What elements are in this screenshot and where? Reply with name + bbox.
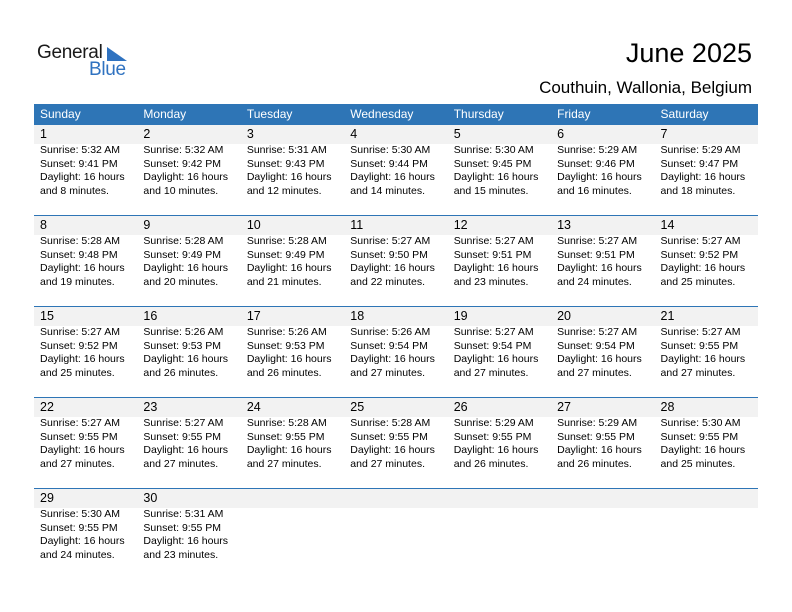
day-number: 24 [246, 400, 261, 414]
day-sunrise: Sunrise: 5:30 AM [40, 508, 120, 520]
day-cell [344, 398, 447, 471]
day-cell [241, 398, 344, 471]
day-sunrise: Sunrise: 5:27 AM [143, 417, 224, 429]
day-number: 27 [557, 400, 572, 414]
day-sunrise: Sunrise: 5:27 AM [350, 235, 431, 247]
day-daylight1: Daylight: 16 hours [246, 444, 332, 456]
day-daylight2: and 24 minutes. [40, 548, 115, 561]
day-daylight2: and 16 minutes. [557, 184, 632, 197]
day-daylight1: Daylight: 16 hours [350, 444, 435, 456]
day-daylight2: and 23 minutes. [453, 275, 529, 288]
day-daylight2: and 8 minutes. [40, 184, 109, 197]
day-daylight1: Daylight: 16 hours [143, 535, 229, 547]
day-sunrise: Sunrise: 5:30 AM [350, 144, 431, 156]
logo-blue-text: Blue [89, 59, 126, 80]
day-sunset: Sunset: 9:55 PM [143, 521, 222, 534]
day-sunset: Sunset: 9:45 PM [453, 157, 532, 170]
day-daylight1: Daylight: 16 hours [350, 262, 435, 274]
week-row [34, 397, 758, 488]
day-sunrise: Sunrise: 5:30 AM [660, 417, 741, 429]
day-cell [448, 307, 551, 380]
day-number: 8 [40, 218, 47, 232]
day-daylight2: and 20 minutes. [143, 275, 219, 288]
week-days [34, 216, 758, 289]
calendar [34, 104, 758, 579]
day-cell [551, 307, 654, 380]
day-daylight2: and 27 minutes. [453, 366, 529, 379]
day-sunset: Sunset: 9:49 PM [143, 248, 222, 261]
day-cell [34, 307, 137, 380]
day-daylight1: Daylight: 16 hours [40, 535, 125, 547]
week-row [34, 125, 758, 215]
day-cell [344, 125, 447, 198]
day-sunset: Sunset: 9:55 PM [40, 521, 118, 534]
day-cell [34, 489, 137, 562]
day-sunrise: Sunrise: 5:29 AM [557, 417, 638, 429]
day-daylight2: and 21 minutes. [246, 275, 322, 288]
day-sunrise: Sunrise: 5:31 AM [246, 144, 327, 156]
day-number: 28 [660, 400, 675, 414]
day-daylight2: and 27 minutes. [246, 457, 322, 470]
day-number: 18 [350, 309, 365, 323]
day-daylight2: and 26 minutes. [557, 457, 632, 470]
day-number: 1 [40, 127, 47, 141]
day-daylight2: and 27 minutes. [350, 366, 425, 379]
day-cell [655, 307, 758, 380]
day-daylight1: Daylight: 16 hours [660, 353, 746, 365]
day-daylight1: Daylight: 16 hours [453, 444, 539, 456]
day-daylight1: Daylight: 16 hours [453, 353, 539, 365]
day-daylight1: Daylight: 16 hours [40, 444, 125, 456]
day-daylight2: and 26 minutes. [453, 457, 529, 470]
day-number: 9 [143, 218, 151, 232]
day-number: 4 [350, 127, 358, 141]
day-number: 6 [557, 127, 565, 141]
day-daylight1: Daylight: 16 hours [660, 444, 746, 456]
day-daylight2: and 15 minutes. [453, 184, 529, 197]
day-number: 12 [453, 218, 468, 232]
day-number: 10 [246, 218, 261, 232]
day-sunrise: Sunrise: 5:26 AM [246, 326, 327, 338]
day-daylight2: and 14 minutes. [350, 184, 425, 197]
day-cell [344, 216, 447, 289]
day-sunrise: Sunrise: 5:28 AM [40, 235, 120, 247]
day-daylight1: Daylight: 16 hours [40, 171, 125, 183]
week-row [34, 488, 758, 579]
day-daylight1: Daylight: 16 hours [557, 171, 642, 183]
day-cell [241, 216, 344, 289]
day-daylight2: and 25 minutes. [40, 366, 115, 379]
day-sunset: Sunset: 9:55 PM [557, 430, 635, 443]
day-daylight2: and 25 minutes. [660, 457, 736, 470]
day-daylight2: and 22 minutes. [350, 275, 425, 288]
day-daylight1: Daylight: 16 hours [557, 444, 642, 456]
weekday-sunday: Sunday [40, 107, 81, 121]
day-number: 25 [350, 400, 365, 414]
day-cell [137, 398, 240, 471]
day-sunset: Sunset: 9:48 PM [40, 248, 118, 261]
day-cell [137, 489, 240, 562]
day-sunset: Sunset: 9:41 PM [40, 157, 118, 170]
weekday-wednesday: Wednesday [350, 107, 414, 121]
day-cell [551, 398, 654, 471]
day-sunset: Sunset: 9:52 PM [40, 339, 118, 352]
day-number: 5 [453, 127, 461, 141]
day-number: 30 [143, 491, 158, 505]
day-daylight1: Daylight: 16 hours [143, 353, 229, 365]
weekday-thursday: Thursday [453, 107, 504, 121]
day-sunrise: Sunrise: 5:28 AM [143, 235, 224, 247]
day-number: 2 [143, 127, 151, 141]
day-cell [448, 398, 551, 471]
day-daylight2: and 27 minutes. [350, 457, 425, 470]
day-daylight2: and 25 minutes. [660, 275, 736, 288]
day-daylight1: Daylight: 16 hours [660, 171, 746, 183]
day-sunrise: Sunrise: 5:29 AM [453, 417, 534, 429]
week-days [34, 125, 758, 198]
day-number: 3 [246, 127, 254, 141]
week-days [34, 307, 758, 380]
day-sunset: Sunset: 9:51 PM [453, 248, 532, 261]
day-cell [137, 307, 240, 380]
day-cell [34, 125, 137, 198]
day-daylight1: Daylight: 16 hours [453, 171, 539, 183]
day-daylight1: Daylight: 16 hours [557, 262, 642, 274]
day-number: 29 [40, 491, 54, 505]
day-cell [655, 125, 758, 198]
weekday-tuesday: Tuesday [246, 107, 293, 121]
day-daylight2: and 26 minutes. [246, 366, 322, 379]
day-sunset: Sunset: 9:54 PM [350, 339, 428, 352]
page-title: June 2025 [625, 38, 752, 68]
weekday-header [34, 104, 758, 125]
day-daylight2: and 27 minutes. [660, 366, 736, 379]
day-daylight1: Daylight: 16 hours [143, 171, 229, 183]
day-sunset: Sunset: 9:49 PM [246, 248, 325, 261]
week-days [34, 398, 758, 471]
day-number: 17 [246, 309, 261, 323]
day-daylight1: Daylight: 16 hours [246, 262, 332, 274]
day-daylight2: and 26 minutes. [143, 366, 219, 379]
day-sunset: Sunset: 9:55 PM [350, 430, 428, 443]
weekday-saturday: Saturday [660, 107, 709, 121]
day-daylight1: Daylight: 16 hours [246, 171, 332, 183]
day-cell [241, 307, 344, 380]
day-daylight2: and 23 minutes. [143, 548, 219, 561]
day-number: 19 [453, 309, 468, 323]
day-sunset: Sunset: 9:42 PM [143, 157, 222, 170]
day-sunset: Sunset: 9:51 PM [557, 248, 635, 261]
day-cell [34, 216, 137, 289]
day-daylight2: and 27 minutes. [143, 457, 219, 470]
day-number: 16 [143, 309, 158, 323]
day-sunset: Sunset: 9:55 PM [660, 339, 739, 352]
day-sunrise: Sunrise: 5:27 AM [557, 235, 638, 247]
day-sunrise: Sunrise: 5:28 AM [246, 417, 327, 429]
day-daylight2: and 10 minutes. [143, 184, 219, 197]
week-row [34, 306, 758, 397]
day-sunrise: Sunrise: 5:27 AM [453, 326, 534, 338]
day-sunset: Sunset: 9:55 PM [40, 430, 118, 443]
day-sunrise: Sunrise: 5:30 AM [453, 144, 534, 156]
day-daylight2: and 27 minutes. [557, 366, 632, 379]
day-sunset: Sunset: 9:47 PM [660, 157, 739, 170]
day-daylight1: Daylight: 16 hours [453, 262, 539, 274]
day-sunrise: Sunrise: 5:32 AM [40, 144, 120, 156]
day-sunrise: Sunrise: 5:27 AM [660, 235, 741, 247]
day-cell [344, 307, 447, 380]
week-days [34, 489, 758, 562]
day-cell [551, 216, 654, 289]
day-sunset: Sunset: 9:54 PM [557, 339, 635, 352]
day-sunrise: Sunrise: 5:26 AM [143, 326, 224, 338]
day-sunset: Sunset: 9:55 PM [660, 430, 739, 443]
day-daylight1: Daylight: 16 hours [143, 444, 229, 456]
day-number: 21 [660, 309, 675, 323]
day-cell [241, 125, 344, 198]
day-number: 22 [40, 400, 54, 414]
logo [37, 42, 137, 82]
day-daylight1: Daylight: 16 hours [557, 353, 642, 365]
day-sunrise: Sunrise: 5:29 AM [660, 144, 741, 156]
day-daylight2: and 18 minutes. [660, 184, 736, 197]
day-sunrise: Sunrise: 5:27 AM [453, 235, 534, 247]
day-sunset: Sunset: 9:50 PM [350, 248, 428, 261]
day-cell [655, 216, 758, 289]
day-number: 13 [557, 218, 572, 232]
day-cell [448, 216, 551, 289]
day-sunset: Sunset: 9:55 PM [453, 430, 532, 443]
day-sunset: Sunset: 9:46 PM [557, 157, 635, 170]
day-number: 15 [40, 309, 54, 323]
day-sunset: Sunset: 9:54 PM [453, 339, 532, 352]
day-sunrise: Sunrise: 5:32 AM [143, 144, 224, 156]
day-sunrise: Sunrise: 5:27 AM [557, 326, 638, 338]
week-row [34, 215, 758, 306]
day-cell [137, 216, 240, 289]
day-sunset: Sunset: 9:55 PM [143, 430, 222, 443]
day-number: 11 [350, 218, 364, 232]
day-number: 14 [660, 218, 675, 232]
calendar-weeks [34, 125, 758, 579]
day-daylight1: Daylight: 16 hours [350, 171, 435, 183]
day-daylight2: and 19 minutes. [40, 275, 115, 288]
logo-general-text: General [37, 42, 103, 63]
day-daylight1: Daylight: 16 hours [40, 262, 125, 274]
day-daylight2: and 27 minutes. [40, 457, 115, 470]
day-daylight1: Daylight: 16 hours [246, 353, 332, 365]
day-sunrise: Sunrise: 5:31 AM [143, 508, 224, 520]
day-sunrise: Sunrise: 5:27 AM [660, 326, 741, 338]
day-daylight2: and 24 minutes. [557, 275, 632, 288]
day-daylight1: Daylight: 16 hours [350, 353, 435, 365]
day-number: 23 [143, 400, 158, 414]
day-cell [34, 398, 137, 471]
day-cell [137, 125, 240, 198]
day-sunset: Sunset: 9:44 PM [350, 157, 428, 170]
day-daylight1: Daylight: 16 hours [40, 353, 125, 365]
location-subtitle: Couthuin, Wallonia, Belgium [539, 78, 752, 97]
day-sunset: Sunset: 9:53 PM [143, 339, 222, 352]
day-sunrise: Sunrise: 5:29 AM [557, 144, 638, 156]
day-daylight1: Daylight: 16 hours [660, 262, 746, 274]
weekday-monday: Monday [143, 107, 187, 121]
day-sunset: Sunset: 9:52 PM [660, 248, 739, 261]
day-sunset: Sunset: 9:43 PM [246, 157, 325, 170]
day-sunset: Sunset: 9:53 PM [246, 339, 325, 352]
day-sunrise: Sunrise: 5:27 AM [40, 326, 120, 338]
day-number: 26 [453, 400, 468, 414]
day-number: 20 [557, 309, 572, 323]
day-number: 7 [660, 127, 668, 141]
day-sunrise: Sunrise: 5:28 AM [246, 235, 327, 247]
day-sunrise: Sunrise: 5:26 AM [350, 326, 431, 338]
day-cell [655, 398, 758, 471]
day-cell [448, 125, 551, 198]
weekday-friday: Friday [557, 107, 591, 121]
day-sunset: Sunset: 9:55 PM [246, 430, 325, 443]
day-sunrise: Sunrise: 5:28 AM [350, 417, 431, 429]
day-sunrise: Sunrise: 5:27 AM [40, 417, 120, 429]
day-cell [551, 125, 654, 198]
day-daylight1: Daylight: 16 hours [143, 262, 229, 274]
day-daylight2: and 12 minutes. [246, 184, 322, 197]
